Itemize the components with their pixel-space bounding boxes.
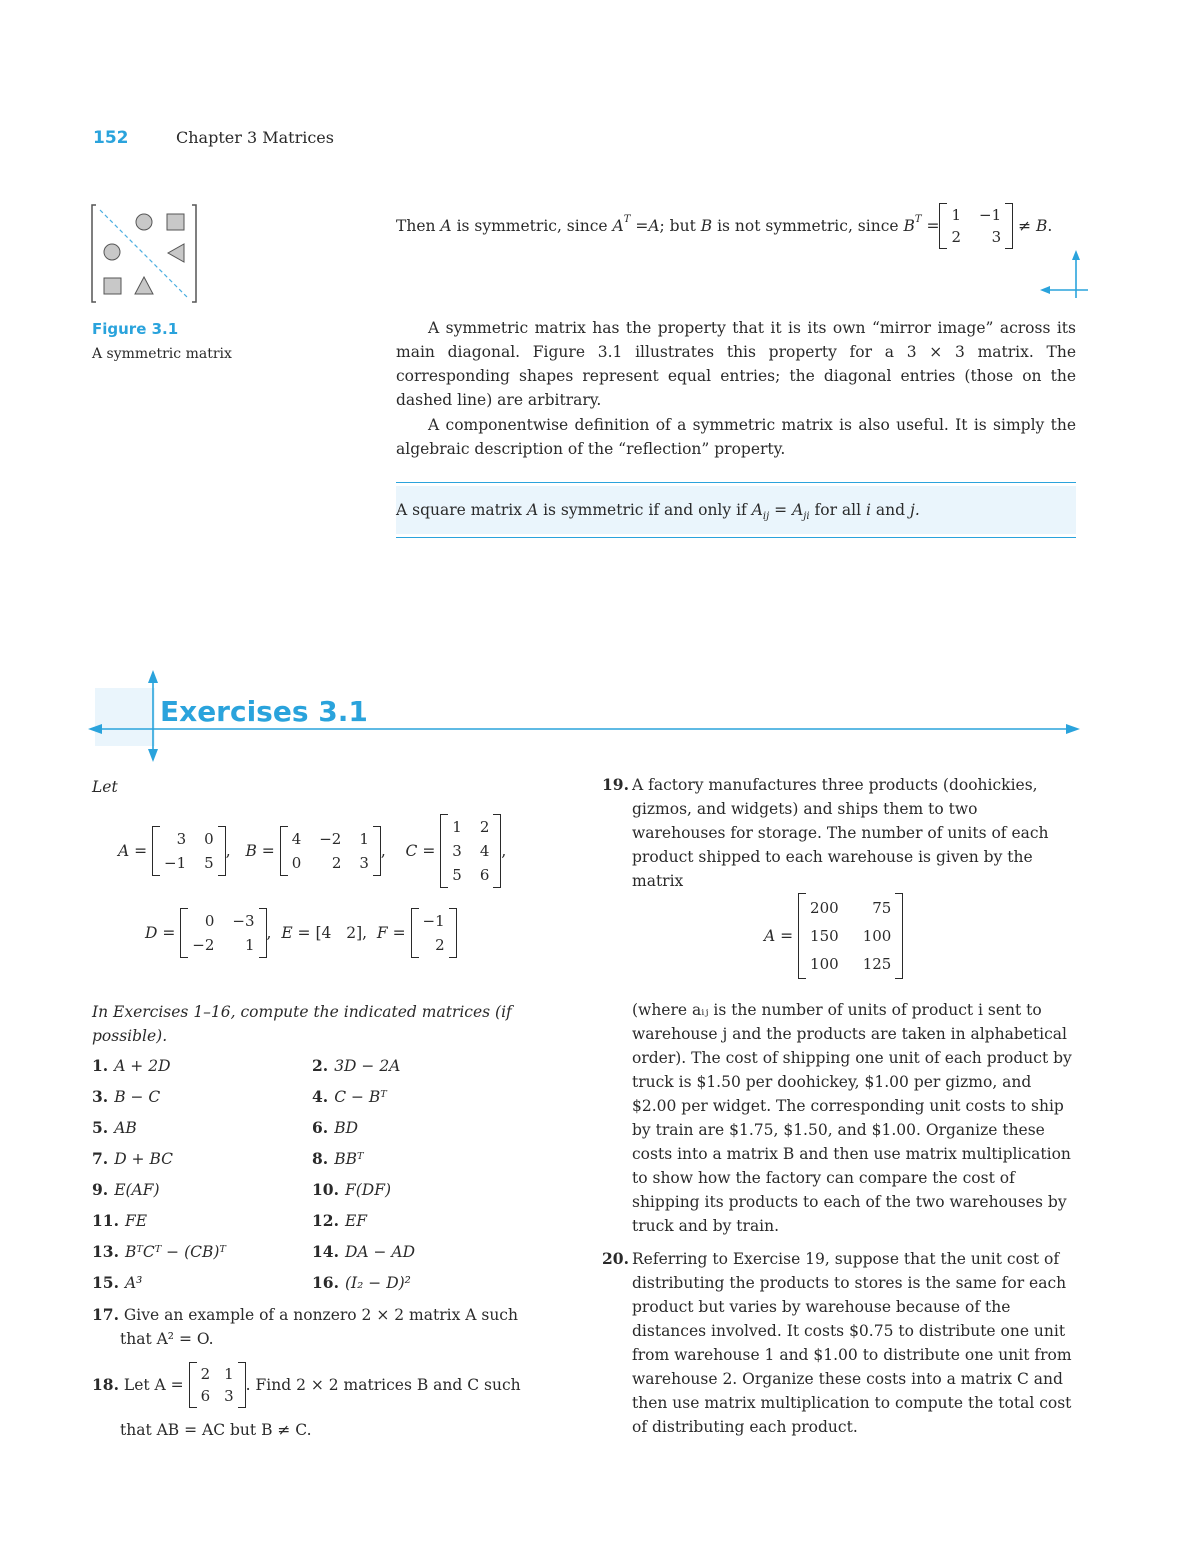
exercise-number: 6. [312, 1118, 329, 1137]
mirror-image-paragraph: A symmetric matrix has the property that it is its own “mirror image” across its main diagonal. Figure 3.1 illustrates this property for a 3 × 3 matrix. The corresponding shapes represent equal entries; the diagonal entries (those on the dashed line) are arbitrary. [396, 319, 1076, 409]
square-shape [104, 278, 121, 294]
exercise-item [312, 1271, 532, 1295]
matrix-d: 0 −3 −2 1 [180, 908, 266, 958]
exercise-expression: C − Bᵀ [334, 1088, 387, 1106]
exercise-item [92, 1271, 312, 1295]
circle-shape [104, 244, 120, 260]
exercise-expression: BᵀCᵀ − (CB)ᵀ [124, 1243, 226, 1261]
exercise-expression: 3D − 2A [334, 1057, 401, 1075]
exercise-number: 5. [92, 1118, 109, 1137]
exercise-number: 9. [92, 1180, 109, 1199]
exercise-number: 8. [312, 1149, 329, 1168]
exercise-20: 20. Referring to Exercise 19, suppose that the unit cost of distributing the products to stores is the same for each product but varies by warehouse because of the distances involved. It costs $0.75 to distribute one unit from warehouse 1 and $1.00 to distribute one unit from warehouse 2. Organize these costs into a matrix C and then use matrix multiplication to compute the total cost of distributing each product. [602, 1249, 1072, 1436]
exercise-item [92, 1240, 312, 1264]
matrices-def-row: D = 0 −3 −2 1 , E = [ 4 2 ], F = −1 2 [145, 904, 457, 962]
exercise-expression: A³ [124, 1274, 143, 1292]
matrix-c: 1 2 3 4 5 6 [440, 814, 501, 888]
exercise-expression: AB [114, 1119, 137, 1137]
exercise-number: 16. [312, 1273, 339, 1292]
exercise-number: 7. [92, 1149, 109, 1168]
exercise-item [92, 1054, 312, 1078]
exercise-expression: BBᵀ [334, 1150, 364, 1168]
exercise-18-line2: that AB = AC but B ≠ C. [120, 1421, 312, 1439]
triangle-left-shape [168, 244, 184, 262]
exercise-item [92, 1147, 312, 1171]
exercise-item [92, 1085, 312, 1109]
matrix-f: −1 2 [411, 908, 457, 958]
exercise-number: 3. [92, 1087, 109, 1106]
exercise-expression: DA − AD [344, 1243, 416, 1261]
exercise-expression: BD [334, 1119, 359, 1137]
running-head: Chapter 3 Matrices [176, 128, 334, 147]
symmetric-example-line: Then A is symmetric, since A $^T$ = A ; but B is not symmetric, since B $^T$ = 1 −1 2 3 ≠ B . [396, 203, 1052, 249]
exercise-number: 10. [312, 1180, 339, 1199]
definition-top-rule [396, 482, 1076, 483]
exercise-expression: F(DF) [344, 1181, 391, 1199]
exercise-item [312, 1240, 532, 1264]
figure-caption: A symmetric matrix [92, 346, 232, 362]
exercise-expression: EF [344, 1212, 368, 1230]
definition-bottom-rule [396, 537, 1076, 538]
exercise-number: 12. [312, 1211, 339, 1230]
square-shape [167, 214, 184, 230]
matrix-18: 2 1 6 3 [189, 1362, 246, 1408]
exercise-expression: FE [124, 1212, 148, 1230]
componentwise-paragraph: A componentwise definition of a symmetric matrix is also useful. It is simply the algebraic description of the “reflection” property. [396, 416, 1076, 458]
exercises-title: Exercises 3.1 [160, 695, 368, 728]
exercise-number: 13. [92, 1242, 119, 1261]
exercise-number: 2. [312, 1056, 329, 1075]
figure-label: Figure 3.1 [92, 320, 179, 338]
circle-shape [136, 214, 152, 230]
exercise-list [92, 1054, 532, 1295]
exercise-19: 19. A factory manufactures three products (doohickies, gizmos, and widgets) and ships them to two warehouses for storage. The number of units of each product shipped to each warehouse is given by the matrix [602, 775, 1049, 890]
exercise-19-continued: (where aᵢⱼ is the number of units of product i sent to warehouse j and the products are taken in alphabetical order). The cost of shipping one unit of each product by truck is $1.50 per doohickey, $1.00 per gizmo, and $2.00 per widget. The corresponding unit costs to ship by train are $1.75, $1.50, and $1.00. Organize these costs into a matrix B and then use matrix multiplication to show how the factory can compare the cost of shipping its products to each of the two warehouses by truck and by train. [632, 1001, 1072, 1235]
exercise-item [92, 1116, 312, 1140]
exercise-expression: E(AF) [114, 1181, 160, 1199]
symmetric-matrix-figure [88, 202, 200, 306]
matrix-19: 200 75 150 100 100 125 [798, 893, 903, 979]
b-transpose-matrix: 1 −1 2 3 [939, 203, 1013, 249]
exercise-item [92, 1209, 312, 1233]
matrices-abc-row: A = 3 0 −1 5 , B = 4 −2 1 0 2 3 , C = 1 2 3 4 5 6 , [118, 808, 506, 894]
exercise-expression: D + BC [114, 1150, 173, 1168]
exercise-18: 18. Let A = 2 1 6 3 . Find 2 × 2 matrices B and C such [92, 1362, 552, 1408]
triangle-up-shape [135, 277, 153, 294]
exercise-number: 14. [312, 1242, 339, 1261]
exercise-number: 1. [92, 1056, 109, 1075]
let-label: Let [92, 778, 118, 796]
matrix-b: 4 −2 1 0 2 3 [280, 826, 381, 876]
exercise-item [312, 1178, 532, 1202]
exercise-item [92, 1178, 312, 1202]
exercise-expression: A + 2D [114, 1057, 171, 1075]
exercise-item [312, 1209, 532, 1233]
exercise-item [312, 1116, 532, 1140]
axis-marker-icon [1040, 250, 1090, 302]
exercise-number: 15. [92, 1273, 119, 1292]
symmetric-definition: A square matrix A is symmetric if and only if $A_{ij} = A_{ji}$ for all i and j. [396, 501, 920, 523]
exercise-expression: B − C [114, 1088, 161, 1106]
exercise-number: 4. [312, 1087, 329, 1106]
exercise-expression: (I₂ − D)² [344, 1274, 411, 1292]
exercise-item [312, 1085, 532, 1109]
page-number: 152 [93, 128, 129, 148]
exercise-number: 11. [92, 1211, 119, 1230]
exercise-17: 17. Give an example of a nonzero 2 × 2 matrix A such that A² = O. [92, 1305, 518, 1348]
matrix-a: 3 0 −1 5 [152, 826, 226, 876]
exercise-item [312, 1054, 532, 1078]
exercise-instruction: In Exercises 1–16, compute the indicated matrices (if possible). [92, 1003, 512, 1045]
exercise-item [312, 1147, 532, 1171]
matrix-19-row: A = 200 75 150 100 100 125 [764, 893, 903, 979]
